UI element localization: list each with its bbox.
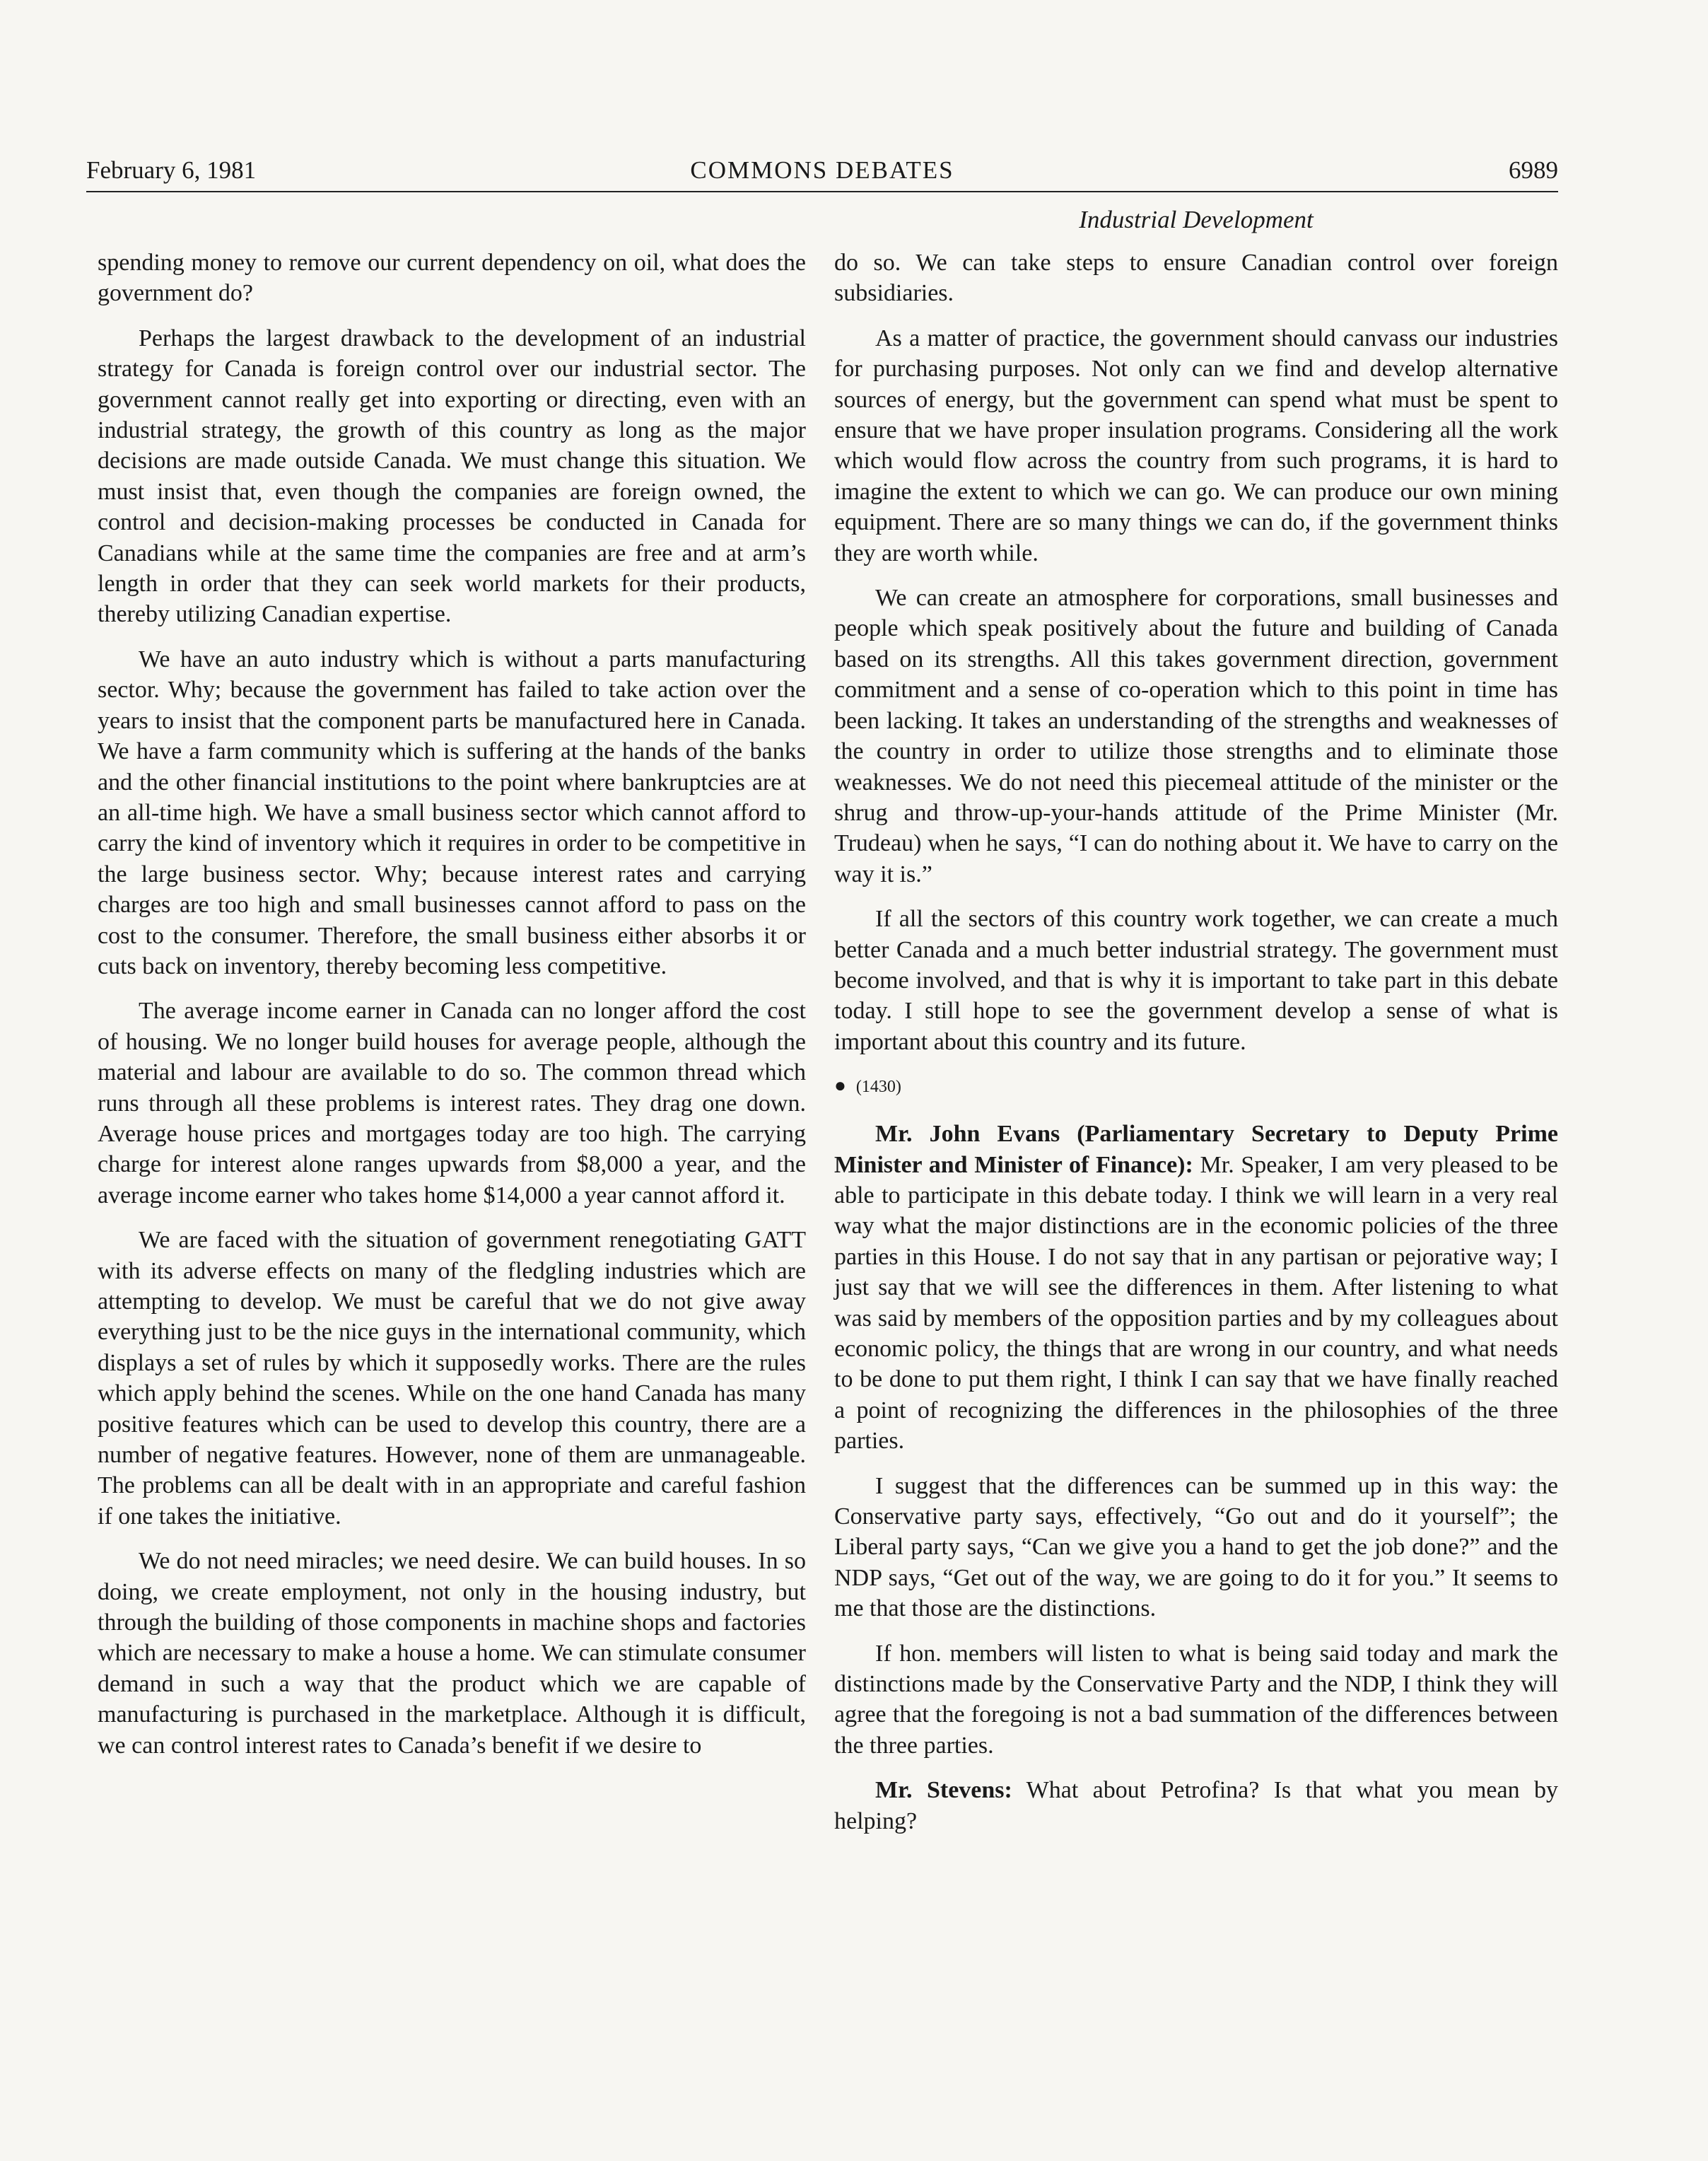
speech-text: What about Petrofina? Is that what you mean by helping? (834, 1777, 1558, 1834)
speaker-name: Mr. Stevens: (875, 1777, 1012, 1804)
paragraph: We are faced with the situation of government renegotiating GATT with its adverse effects on many of the fledgling industries which are attempting to develop. We must be careful that we do not give away everything just to be the nice guys in the international community, which displays a set of rules by which it supposedly works. There are the rules which apply behind the scenes. While on the one hand Canada has many positive features which can be used to develop this country, there are a number of negative features. However, none of them are unmanageable. The problems can all be dealt with in an appropriate and careful fashion if one takes the initiative. (98, 1227, 806, 1530)
time-marker-label: (1430) (855, 1078, 901, 1097)
left-column (98, 247, 806, 1775)
speech-text: Mr. Speaker, I am very pleased to be able to participate in this debate today. I think we will learn in a very real way what the major distinctions are in the economic policies of the three parties in this House. I do not say that in any partisan or pejorative way; I just say that we will see the differences in them. After listening to what was said by members of the opposition parties and by my colleagues about economic policy, the things that are wrong in our country, and what needs to be done to put them right, I think I can say that we have finally reached a point of recognizing the differences in the philosophies of the three parties. (834, 1151, 1558, 1455)
header-date: February 6, 1981 (86, 156, 257, 184)
paragraph: We can create an atmosphere for corporations, small businesses and people which speak positively about the future and building of Canada based on its strengths. All this takes government direction, government commitment and a sense of co-operation which to this point in time has been lacking. It takes an understanding of the strengths and weaknesses of the country in order to utilize those strengths and to eliminate those weaknesses. We do not need this piecemeal attitude of the minister or the shrug and throw-up-your-hands attitude of the Prime Minister (Mr. Trudeau) when he says, “I can do nothing about it. We have to carry on the way it is.” (834, 585, 1558, 887)
subject-heading: Industrial Development (1079, 206, 1314, 233)
page-header (86, 154, 1558, 192)
paragraph: If all the sectors of this country work together, we can create a much better Canada and a much better industrial strategy. The government must become involved, and that is why it is important to take part in this debate today. I still hope to see the government develop a sense of what is important about this country and its future. (834, 906, 1558, 1055)
header-page-number: 6989 (1509, 156, 1558, 184)
time-marker (834, 1076, 1558, 1097)
paragraph: As a matter of practice, the government should canvass our industries for purchasing purposes. Not only can we find and develop alternative sources of energy, but the government can spend what must be spent to ensure that we have proper insulation programs. Considering all the work which would flow across the country from such programs, it is hard to imagine the extent to which we can go. We can produce our own mining equipment. There are so many things we can do, if the government thinks they are worth while. (834, 325, 1558, 566)
paragraph: If hon. members will listen to what is being said today and mark the distinctions made by the Conservative Party and the NDP, I think they will agree that the foregoing is not a bad summation of the differences between the three parties. (834, 1640, 1558, 1759)
paragraph: The average income earner in Canada can no longer afford the cost of housing. We no longer build houses for average people, although the material and labour are available to do so. The common thread which runs through all these problems is interest rates. They drag one down. Average house prices and mortgages today are too high. The carrying charge for interest alone ranges upwards from $8,000 a year, and the average income earner who takes home $14,000 a year cannot afford it. (98, 998, 806, 1208)
paragraph: spending money to remove our current dependency on oil, what does the government do? (98, 250, 806, 307)
speech-paragraph (834, 1775, 1558, 1836)
paragraph: do so. We can take steps to ensure Canadian control over foreign subsidiaries. (834, 250, 1558, 307)
header-title: COMMONS DEBATES (690, 156, 954, 184)
right-column (834, 247, 1558, 1851)
speech-paragraph (834, 1119, 1558, 1456)
paragraph: I suggest that the differences can be summed up in this way: the Conservative party says, effectively, “Go out and do it yourself”; the Liberal party says, “Can we give you a hand to get the job done?” and the NDP says, “Get out of the way, we are going to do it for you.” It seems to me that those are the distinctions. (834, 1472, 1558, 1622)
paragraph: We do not need miracles; we need desire. We can build houses. In so doing, we create employment, not only in the housing industry, but through the building of those components in machine shops and factories which are necessary to make a house a home. We can stimulate consumer demand in such a way that the product which we are capable of manufacturing is purchased in the marketplace. Although it is difficult, we can control interest rates to Canada’s benefit if we desire to (98, 1548, 806, 1759)
bullet-icon: ● (834, 1075, 846, 1097)
paragraph: We have an auto industry which is without a parts manufacturing sector. Why; because the government has failed to take action over the years to insist that the component parts be manufactured here in Canada. We have a farm community which is suffering at the hands of the banks and the other financial institutions to the point where bankruptcies are at an all-time high. We have a small business sector which cannot afford to carry the kind of inventory which it requires in order to be competitive in the large business sector. Why; because interest rates and carrying charges are too high and small businesses cannot afford to pass on the cost to the consumer. Therefore, the small business either absorbs it or cuts back on inventory, thereby becoming less competitive. (98, 646, 806, 979)
speaker-name: Mr. John Evans (Parliamentary Secretary to Deputy Prime Minister and Minister of Finance): (834, 1121, 1558, 1178)
paragraph: Perhaps the largest drawback to the development of an industrial strategy for Canada is foreign control over our industrial sector. The government cannot really get into exporting or directing, even with an industrial strategy, the growth of this country as long as the major decisions are made outside Canada. We must change this situation. We must insist that, even though the companies are foreign owned, the control and decision-making processes be conducted in Canada for Canadians while at the same time the companies are free and at arm’s length in order that they can seek world markets for their products, thereby utilizing Canadian expertise. (98, 325, 806, 628)
